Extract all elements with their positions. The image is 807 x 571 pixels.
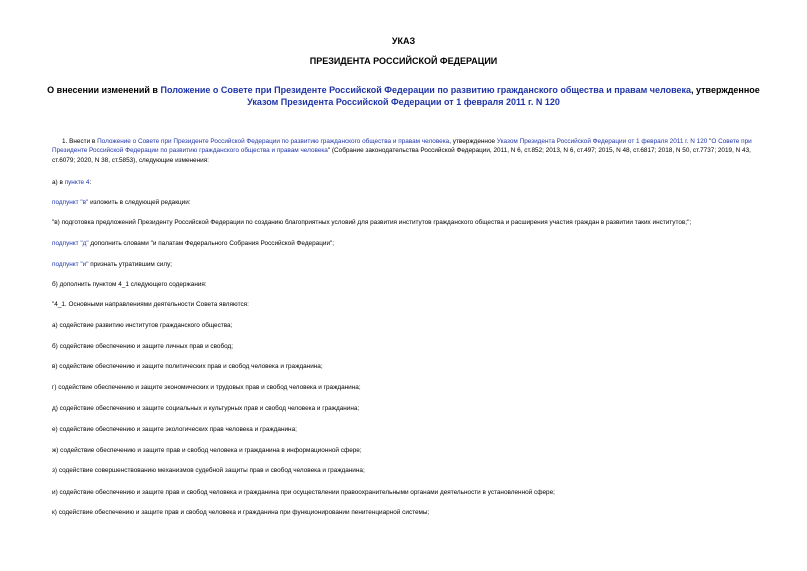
para1-link-council[interactable]: О Совете при Президенте Российской Федерации по развитию гражданского общества и правам человека [52, 138, 752, 155]
subpoint-v-link[interactable]: подпункт "в" [52, 199, 89, 206]
para1-text-2: , утвержденное [449, 138, 497, 145]
list-item-g-text: г) содействие обеспечению и защите экономических и трудовых прав и свобод человека и гражданина; [52, 384, 361, 391]
para1-link-decree[interactable]: Указом Президента Российской Федерации от 1 февраля 2011 г. N 120 [496, 138, 708, 145]
title-link-decree[interactable]: Указом Президента Российской Федерации от 1 февраля 2011 г. N 120 [247, 97, 560, 107]
subpoint-v-new-text: "в) подготовка предложений Президенту Российской Федерации по созданию благоприятных условий для развития институтов гражданского общества и расширения участия граждан в развитии таких институтов;"; [52, 219, 692, 226]
list-item-z-text: з) содействие совершенствованию механизмов судебной защиты прав и свобод человека и гражданина; [52, 467, 365, 474]
item-a-link[interactable]: пункте 4 [64, 179, 90, 186]
list-item-k [52, 508, 764, 517]
subpoint-d-text: дополнить словами "и палатам Федерального Собрания Российской Федерации"; [88, 240, 335, 247]
issuer-heading [0, 56, 807, 66]
subpoint-d-link[interactable]: подпункт "д" [52, 240, 89, 247]
list-item-b-text: б) содействие обеспечению и защите личных прав и свобод; [52, 343, 234, 350]
list-item-e [52, 425, 764, 434]
title-link-regulation[interactable]: Положение о Совете при Президенте Российской Федерации по развитию гражданского общества и правам человека [160, 85, 692, 95]
title-middle: , утвержденное [691, 85, 760, 95]
list-item-b [52, 342, 764, 351]
subpoint-v-text: изложить в следующей редакции: [88, 199, 191, 206]
item-subpoint-d [52, 239, 764, 248]
list-item-v [52, 362, 764, 371]
para1-link-regulation[interactable]: Положение о Совете при Президенте Российской Федерации по развитию гражданского общества и правам человека [97, 138, 450, 145]
item-subpoint-i [52, 260, 764, 269]
item-subpoint-v-text [52, 218, 764, 227]
item-a-suffix: : [89, 179, 92, 186]
list-item-g [52, 383, 764, 392]
issuer-text: ПРЕЗИДЕНТА РОССИЙСКОЙ ФЕДЕРАЦИИ [309, 56, 498, 66]
list-item-d [52, 404, 764, 413]
item-b [52, 280, 764, 289]
list-item-z [52, 466, 764, 475]
list-item-a [52, 321, 764, 330]
list-item-i [52, 488, 764, 497]
item-subpoint-v [52, 198, 764, 207]
list-item-i-text: и) содействие обеспечению и защите прав и свобод человека и гражданина при осуществлении правоохранительными органами деятельности в установленной сфере; [52, 489, 555, 496]
list-item-e-text: е) содействие обеспечению и защите экологических прав человека и гражданина; [52, 426, 297, 433]
subpoint-i-text: признать утратившим силу; [88, 261, 173, 268]
subpoint-i-link[interactable]: подпункт "и" [52, 261, 89, 268]
item-4-1-text: "4_1. Основными направлениями деятельности Совета являются: [52, 301, 249, 308]
list-item-v-text: в) содействие обеспечению и защите политических прав и свобод человека и гражданина; [52, 363, 323, 370]
list-item-zh-text: ж) содействие обеспечению и защите прав и свобод человека и гражданина в информационной сфере; [52, 447, 362, 454]
document-title [40, 84, 767, 108]
list-item-d-text: д) содействие обеспечению и защите социальных и культурных прав и свобод человека и гражданина; [52, 405, 360, 412]
para1-text-3: " [707, 138, 712, 145]
para1-text-4: " (Собрание законодательства Российской Федерации, 2011, N 6, ст.852; 2013, N 6, ст.497; 2015, N 48, ст.6817; 2018, N 50, ст.7737; 2019, N 43, ст.6079; 2020, N 38, ст.5853), следующие изменения: [52, 147, 751, 164]
title-prefix: О внесении изменений в [47, 85, 161, 95]
paragraph-1 [52, 137, 764, 165]
item-4-1 [52, 300, 764, 309]
list-item-a-text: а) содействие развитию институтов гражданского общества; [52, 322, 233, 329]
item-a-prefix: а) в [52, 179, 65, 186]
item-a [52, 178, 764, 187]
list-item-k-text: к) содействие обеспечению и защите прав и свобод человека и гражданина при функционировании пенитенциарной системы; [52, 509, 430, 516]
list-item-zh [52, 446, 764, 455]
para1-text-1: 1. Внести в [62, 138, 98, 145]
decree-type-text: УКАЗ [391, 36, 416, 46]
decree-type-heading [0, 36, 807, 46]
item-b-text: б) дополнить пунктом 4_1 следующего содержания: [52, 281, 207, 288]
